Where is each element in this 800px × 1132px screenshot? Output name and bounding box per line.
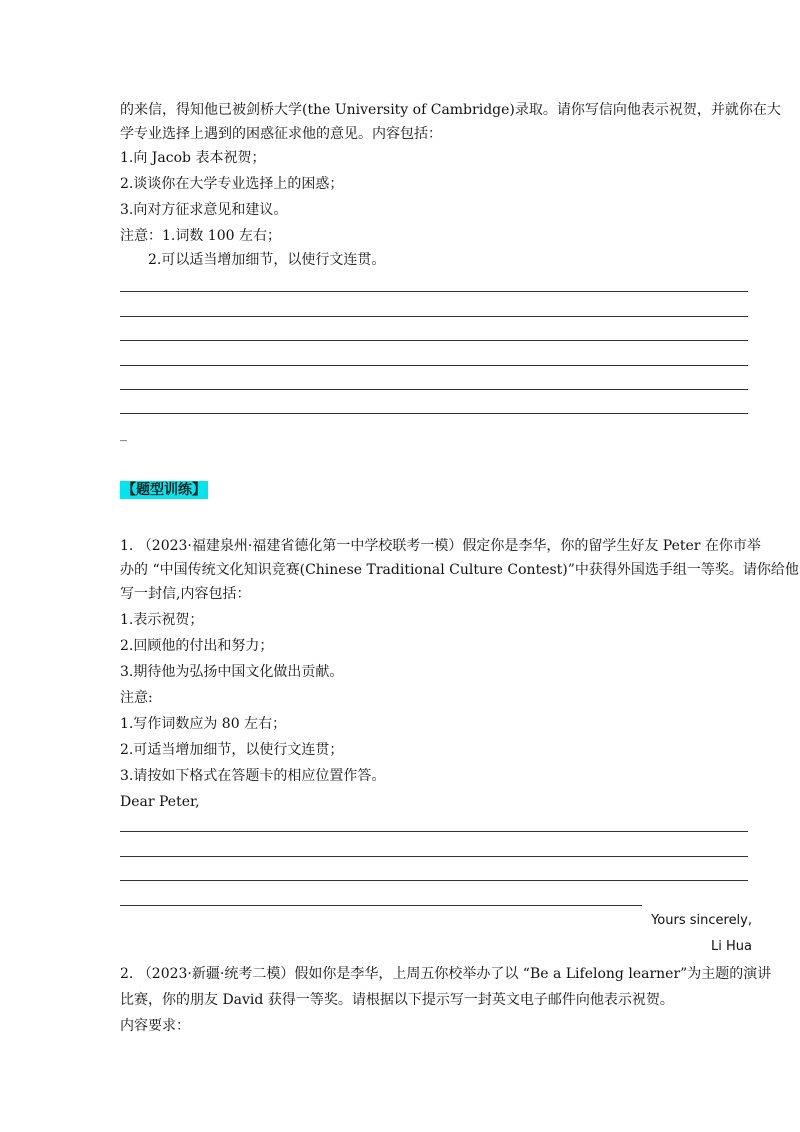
answer-line xyxy=(120,831,748,832)
q1-greeting: Dear Peter, xyxy=(120,794,200,810)
passage1-point-3: 3.向对方征求意见和建议。 xyxy=(120,202,288,218)
q1-line1: 1. （2023·福建泉州·福建省德化第一中学校联考一模）假定你是李华，你的留学生好友 Peter 在你市举 xyxy=(120,538,761,554)
q1-note-2: 2.可适当增加细节，以使行文连贯； xyxy=(120,742,344,758)
q1-note-3: 3.请按如下格式在答题卡的相应位置作答。 xyxy=(120,768,386,784)
q1-line3: 写一封信,内容包括： xyxy=(120,586,251,602)
q1-signature: Li Hua xyxy=(711,939,752,954)
passage1-point-2: 2.谈谈你在大学专业选择上的困惑； xyxy=(120,176,344,192)
q2-requirements-label: 内容要求： xyxy=(120,1018,190,1034)
q1-note-label: 注意: xyxy=(120,690,153,706)
passage1-note-2: 2.可以适当增加细节，以使行文连贯。 xyxy=(148,252,386,268)
q1-point-3: 3.期待他为弘扬中国文化做出贡献。 xyxy=(120,664,344,680)
q1-point-1: 1.表示祝贺； xyxy=(120,612,204,628)
answer-line xyxy=(120,905,642,906)
answer-line xyxy=(120,880,748,881)
answer-line xyxy=(120,856,748,857)
q1-line2: 办的 “中国传统文化知识竞赛(Chinese Traditional Culture Contest)”中获得外国选手组一等奖。请你给他 xyxy=(120,562,799,578)
q2-line1: 2. （2023·新疆·统考二模）假如你是李华，上周五你校举办了以 “Be a Lifelong learner”为主题的演讲 xyxy=(120,966,772,982)
q1-point-2: 2.回顾他的付出和努力； xyxy=(120,638,274,654)
q2-line2: 比赛，你的朋友 David 获得一等奖。请根据以下提示写一封英文电子邮件向他表示祝贺。 xyxy=(120,992,674,1008)
passage1-line2: 学专业选择上遇到的困惑征求他的意见。内容包括： xyxy=(120,126,442,142)
answer-line xyxy=(120,316,748,317)
passage1-note-1: 注意：1.词数 100 左右； xyxy=(120,228,281,244)
answer-line xyxy=(120,389,748,390)
answer-line xyxy=(120,413,748,414)
answer-line xyxy=(120,365,748,366)
passage1-line1: 的来信，得知他已被剑桥大学(the University of Cambridge)录取。请你写信向他表示祝贺，并就你在大 xyxy=(120,102,781,118)
answer-line xyxy=(120,340,748,341)
q1-note-1: 1.写作词数应为 80 左右； xyxy=(120,716,287,732)
section-heading: 【题型训练】 xyxy=(122,482,206,498)
answer-line xyxy=(120,291,748,292)
passage1-point-1: 1.向 Jacob 表本祝贺； xyxy=(120,150,266,166)
trailing-mark: _ xyxy=(120,426,127,442)
q1-closing: Yours sincerely, xyxy=(651,913,752,928)
